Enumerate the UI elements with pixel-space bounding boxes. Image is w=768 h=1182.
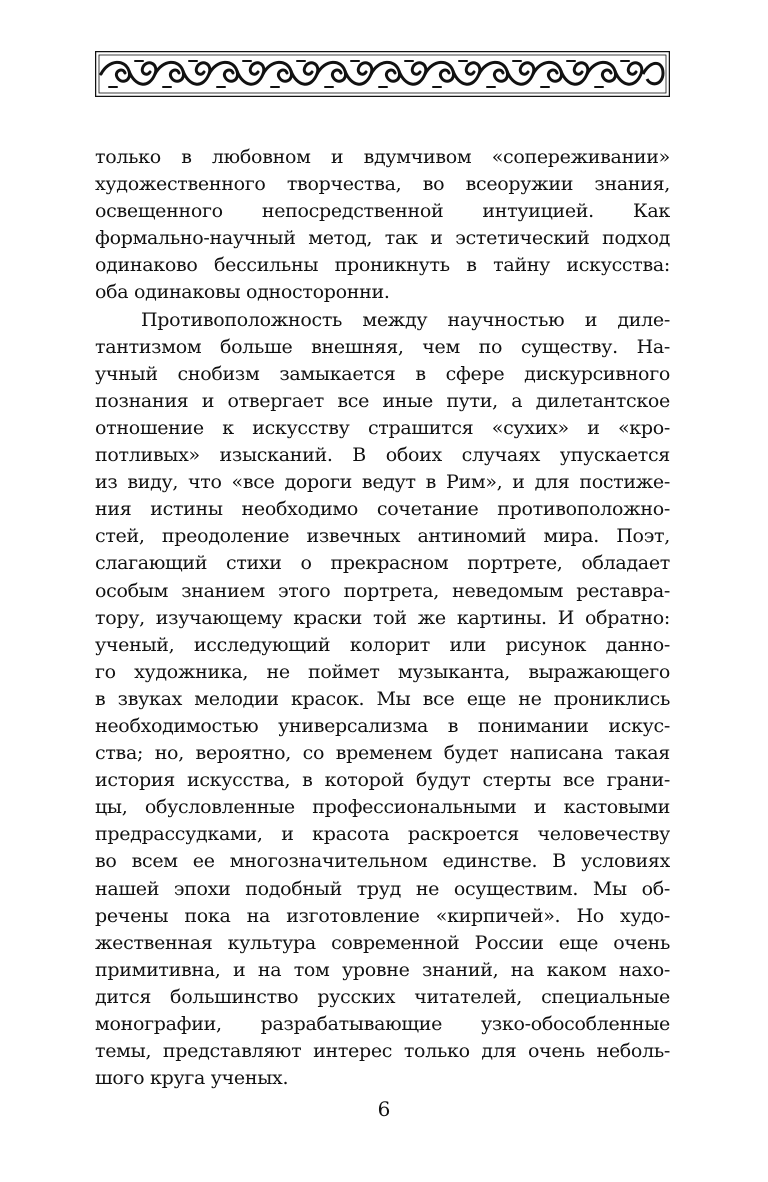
text-line: слагающий стихи о прекрасном портрете, обладает xyxy=(95,552,670,575)
text-line: Противоположность между научностью и диле- xyxy=(141,308,670,331)
text-line: познания и отвергает все иные пути, а дилетантское xyxy=(95,389,670,412)
text-line: художественного творчества, во всеоружии знания, xyxy=(95,173,670,196)
text-line: освещенного непосредственной интуицией. Как xyxy=(95,200,670,223)
body-text xyxy=(95,144,670,1092)
text-line: учный снобизм замыкается в сфере дискурсивного xyxy=(95,362,670,385)
text-line: цы, обусловленные профессиональными и кастовыми xyxy=(95,796,670,819)
text-line: только в любовном и вдумчивом «сопереживании» xyxy=(95,146,670,168)
text-line: нашей эпохи подобный труд не осуществим. Мы об- xyxy=(95,877,670,900)
text-line: оба одинаковы односторонни. xyxy=(95,281,390,304)
text-line: в звуках мелодии красок. Мы все еще не прониклись xyxy=(95,687,670,710)
text-line: дится большинство русских читателей, специальные xyxy=(95,985,670,1008)
text-line: одинаково бессильны проникнуть в тайну искусства: xyxy=(95,254,670,277)
text-line: формально-научный метод, так и эстетический подход xyxy=(95,227,670,250)
text-line: монографии, разрабатывающие узко-обособленные xyxy=(95,1013,670,1035)
text-line: примитивна, и на том уровне знаний, на каком нахо- xyxy=(95,958,670,981)
text-line: тантизмом больше внешняя, чем по существу. На- xyxy=(95,335,670,358)
page-number: 6 xyxy=(377,1097,391,1121)
text-line: речены пока на изготовление «кирпичей». Но худо- xyxy=(95,904,670,927)
text-line: ученый, исследующий колорит или рисунок данно- xyxy=(95,633,670,656)
text-line: особым знанием этого портрета, неведомым реставра- xyxy=(95,579,670,602)
text-line: ния истины необходимо сочетание противоположно- xyxy=(95,498,670,521)
text-line: го художника, не поймет музыканта, выражающего xyxy=(95,660,670,683)
text-line: предрассудками, и красота раскроется человечеству xyxy=(95,823,670,846)
text-line: потливых» изысканий. В обоих случаях упускается xyxy=(95,444,670,467)
text-line: темы, представляют интерес только для очень неболь- xyxy=(95,1040,670,1063)
text-line: во всем ее многозначительном единстве. В условиях xyxy=(95,850,670,873)
text-line: шого круга ученых. xyxy=(95,1067,289,1090)
text-line: из виду, что «все дороги ведут в Рим», и для постиже- xyxy=(95,471,670,494)
text-line: тору, изучающему краски той же картины. И обратно: xyxy=(95,606,670,629)
ornamental-header-band xyxy=(95,51,670,97)
text-line: необходимостью универсализма в понимании искус- xyxy=(95,714,670,737)
text-line: жественная культура современной России еще очень xyxy=(95,931,670,954)
text-line: отношение к искусству страшится «сухих» и «кро- xyxy=(95,416,670,439)
text-line: ства; но, вероятно, со временем будет написана такая xyxy=(95,742,670,765)
text-line: стей, преодоление извечных антиномий мира. Поэт, xyxy=(95,525,670,548)
text-line: история искусства, в которой будут стерты все грани- xyxy=(95,769,670,792)
